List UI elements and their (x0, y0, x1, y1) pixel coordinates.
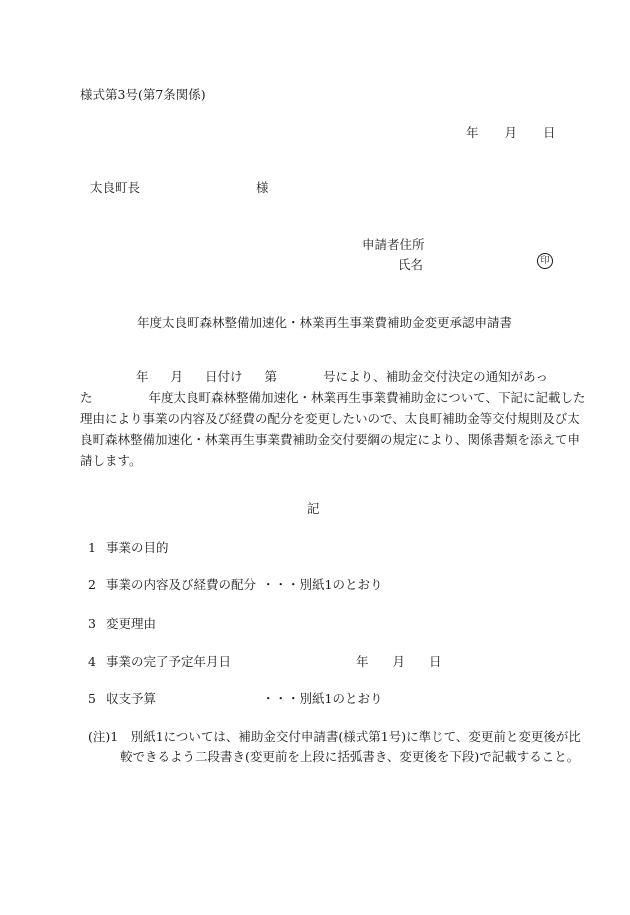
item-number: 5 (88, 691, 96, 706)
body-line-2-prefix: た (80, 390, 93, 405)
list-item (88, 652, 231, 670)
item-label: 事業の目的 (106, 540, 169, 555)
list-item (88, 575, 256, 593)
item-number: 3 (88, 616, 96, 631)
item-number: 1 (88, 540, 96, 555)
completion-date (356, 652, 442, 670)
date-day: 日 (543, 125, 556, 140)
applicant-name-label: 氏名 (398, 257, 424, 272)
item-label: 収支予算 (106, 691, 157, 706)
body-year: 年 (136, 369, 149, 384)
body-line-2 (80, 387, 586, 408)
date-line (466, 123, 556, 141)
ki-heading: 記 (307, 501, 320, 516)
addressee-honorific: 様 (256, 180, 269, 195)
note-line-1: (注)1 別紙1については、補助金交付申請書(様式第1号)に準じて、変更前と変更後が比 (88, 729, 581, 744)
form-number: 様式第3号(第7条関係) (80, 87, 206, 102)
body-line-1-rest: 号により、補助金交付決定の通知があっ (323, 369, 548, 384)
body-line-5: 請します。 (80, 453, 142, 468)
body-paragraph (80, 366, 586, 471)
body-line-4: 良町森林整備加速化・林業再生事業費補助金交付要綱の規定により、関係書類を添えて申 (80, 432, 581, 447)
seal-mark: 印 (537, 253, 553, 269)
item-label: 事業の完了予定年月日 (106, 654, 232, 669)
body-line-3: 理由により事業の内容及び経費の配分を変更したいので、太良町補助金等交付規則及び太 (80, 411, 580, 426)
item-label: 変更理由 (106, 616, 157, 631)
body-line-1 (80, 366, 552, 387)
item-detail: ・・・別紙1のとおり (262, 691, 383, 706)
document-title: 年度太良町森林整備加速化・林業再生事業費補助金変更承認申請書 (137, 315, 513, 330)
list-item (88, 689, 156, 707)
item-number: 2 (88, 577, 96, 592)
item-label: 事業の内容及び経費の配分 (106, 577, 257, 592)
date-year: 年 (466, 125, 479, 140)
list-item (88, 538, 169, 556)
body-dai: 第 (264, 369, 278, 384)
item-number: 4 (88, 654, 96, 669)
note-line-2: 較できるよう二段書き(変更前を上段に括弧書き、変更後を下段)で記載すること。 (120, 749, 580, 764)
list-item (88, 614, 156, 632)
body-line-2-rest: 年度太良町森林整備加速化・林業再生事業費補助金について、下記に記載した (148, 390, 586, 405)
completion-day: 日 (429, 654, 442, 669)
body-day: 日付け (205, 369, 243, 384)
addressee-name: 太良町長 (90, 180, 141, 195)
body-month: 月 (170, 369, 184, 384)
item-detail: ・・・別紙1のとおり (262, 577, 383, 592)
completion-month: 月 (392, 654, 406, 669)
applicant-address-label: 申請者住所 (362, 237, 425, 252)
date-month: 月 (504, 125, 518, 140)
completion-year: 年 (356, 654, 369, 669)
